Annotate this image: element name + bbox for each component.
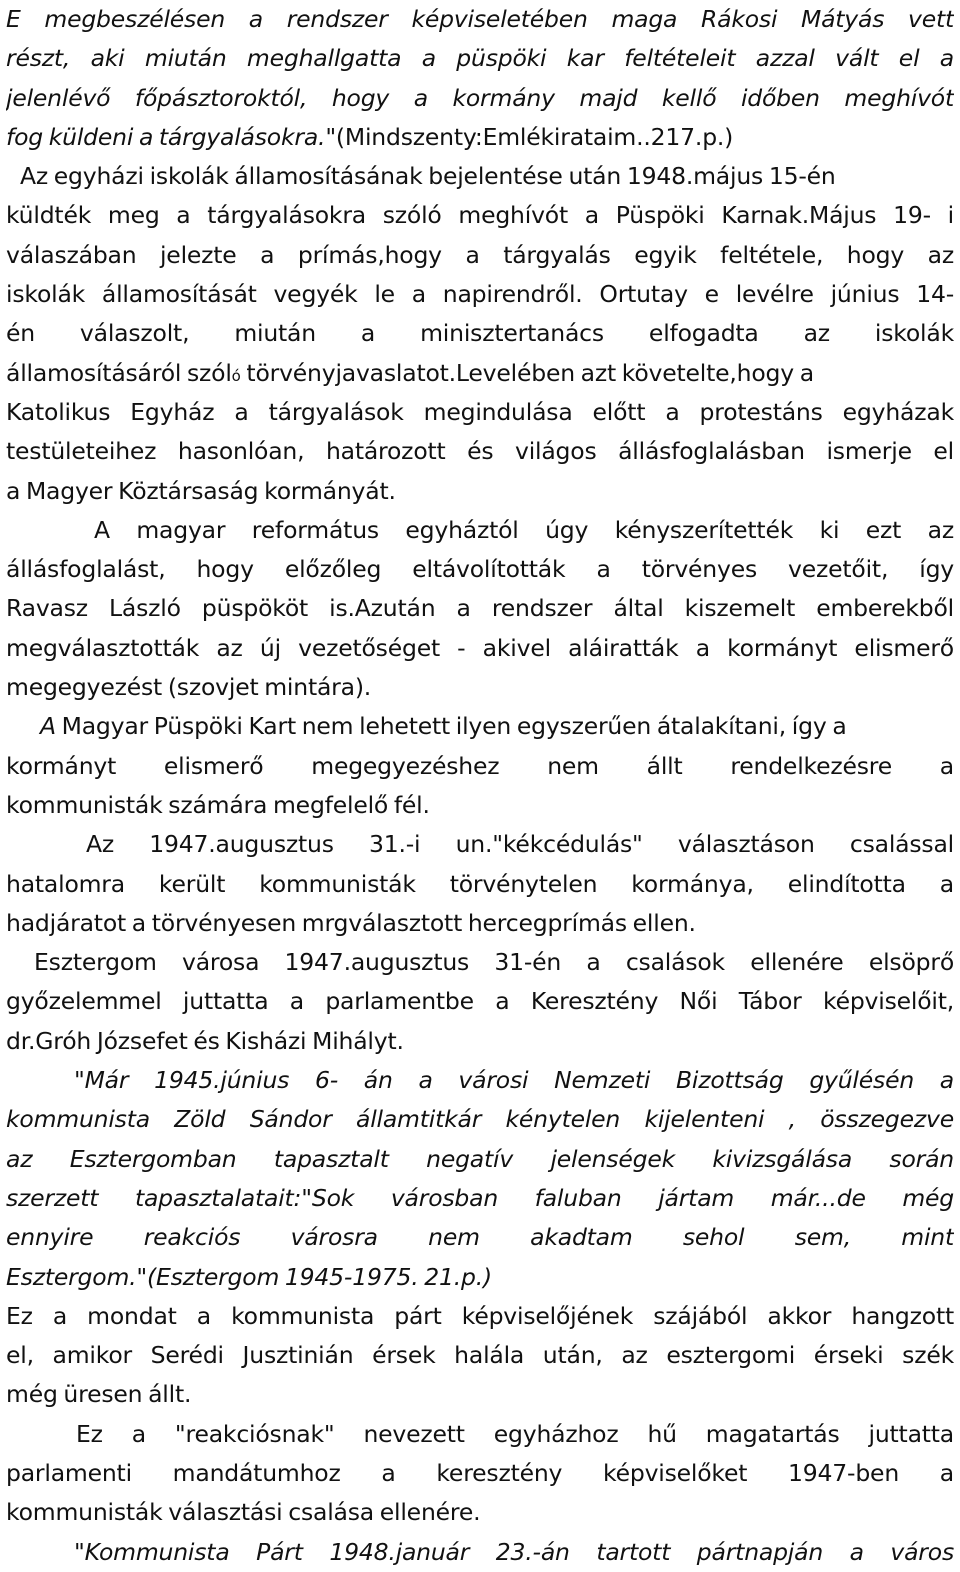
text-fragment: A [40, 712, 56, 741]
text-line: megválasztották az új vezetőséget - akivel aláiratták a kormányt elismerő [6, 633, 954, 662]
text-line: Az 1947.augusztus 31.-i un."kékcédulás" választáson csalással [86, 830, 954, 859]
text-line: Ravasz László püspököt is.Azután a rendszer által kiszemelt emberekből [6, 594, 954, 623]
text-line: parlamenti mandátumhoz a keresztény képviselőket 1947-ben a [6, 1458, 954, 1487]
text-line: Katolikus Egyház a tárgyalások megindulása előtt a protestáns egyházak [6, 397, 954, 426]
text-fragment: törvényjavaslatot.Levelében azt követelte,hogy a [240, 358, 814, 387]
text-line: E megbeszélésen a rendszer képviseletében maga Rákosi Mátyás vett [6, 5, 954, 33]
text-line: "Kommunista Párt 1948.január 23.-án tartott pártnapján a város [74, 1537, 954, 1566]
citation: "(Mindszenty:Emlékirataim..217.p.) [325, 122, 734, 151]
text-line: Ez a "reakciósnak" nevezett egyházhoz hű magatartás juttatta [76, 1419, 954, 1448]
text-line: győzelemmel juttatta a parlamentbe a Keresztény Női Tábor képviselőit, [6, 987, 954, 1016]
text-line: Esztergom."(Esztergom 1945-1975. 21.p.) [6, 1262, 492, 1291]
text-line: el, amikor Serédi Jusztinián érsek halála után, az esztergomi érseki szék [6, 1341, 954, 1370]
text-line: állásfoglalást, hogy előzőleg eltávolították a törvényes vezetőit, így [6, 555, 954, 584]
text-line: "Már 1945.június 6- án a városi Nemzeti Bizottság gyűlésén a [74, 1066, 954, 1095]
text-line: Ez a mondat a kommunista párt képviselőjének szájából akkor hangzott [6, 1301, 954, 1330]
text-line: kommunisták számára megfelelő fél. [6, 790, 430, 819]
text-line [6, 354, 954, 393]
text-fragment: fog küldeni a tárgyalásokra. [6, 122, 326, 151]
text-line: az Esztergomban tapasztalt negatív jelenségek kivizsgálása során [6, 1144, 954, 1173]
text-fragment: Magyar Püspöki Kart nem lehetett ilyen egyszerűen átalakítani, így a [55, 712, 847, 741]
text-line: Esztergom városa 1947.augusztus 31-én a csalások ellenére elsöprő [34, 948, 954, 977]
text-fragment: államosításáról szól [6, 358, 232, 387]
text-line: iskolák államosítását vegyék le a napirendről. Ortutay e levélre június 14- [6, 280, 954, 309]
text-line: testületeihez hasonlóan, határozott és világos állásfoglalásban ismerje el [6, 437, 954, 466]
text-line: válaszában jelezte a prímás,hogy a tárgyalás egyik feltétele, hogy az [6, 240, 954, 269]
text-line: kormányt elismerő megegyezéshez nem állt rendelkezésre a [6, 751, 954, 780]
text-line: hatalomra került kommunisták törvénytelen kormánya, elindította a [6, 869, 954, 898]
text-line: megegyezést (szovjet mintára). [6, 673, 372, 702]
text-line: részt, aki miután meghallgatta a püspöki kar feltételeit azzal vált el a [6, 44, 954, 73]
text-line [6, 118, 954, 157]
text-line: küldték meg a tárgyalásokra szóló meghívót a Püspöki Karnak.Május 19- i [6, 201, 954, 230]
text-line: ennyire reakciós városra nem akadtam sehol sem, mint [6, 1223, 954, 1252]
text-line: én válaszolt, miután a minisztertanács elfogadta az iskolák [6, 319, 954, 348]
text-line: Az egyházi iskolák államosításának bejelentése után 1948.május 15-én [20, 162, 836, 191]
text-line: szerzett tapasztalatait:"Sok városban faluban jártam már...de még [6, 1183, 954, 1212]
text-line: a Magyer Köztársaság kormányát. [6, 476, 396, 505]
text-line: kommunisták választási csalása ellenére. [6, 1498, 481, 1527]
small-glyph: ó [231, 366, 241, 385]
text-line: kommunista Zöld Sándor államtitkár kénytelen kijelenteni , összegezve [6, 1105, 954, 1134]
text-line: jelenlévő főpásztoroktól, hogy a kormány majd kellő időben meghívót [6, 83, 954, 112]
text-line: A magyar református egyháztól úgy kényszerítették ki ezt az [94, 515, 954, 544]
text-line [6, 707, 954, 746]
document-page [6, 0, 954, 1572]
text-line: hadjáratot a törvényesen mrgválasztott hercegprímás ellen. [6, 908, 696, 937]
text-line: még üresen állt. [6, 1380, 192, 1409]
text-line: dr.Gróh Józsefet és Kisházi Mihályt. [6, 1026, 404, 1055]
